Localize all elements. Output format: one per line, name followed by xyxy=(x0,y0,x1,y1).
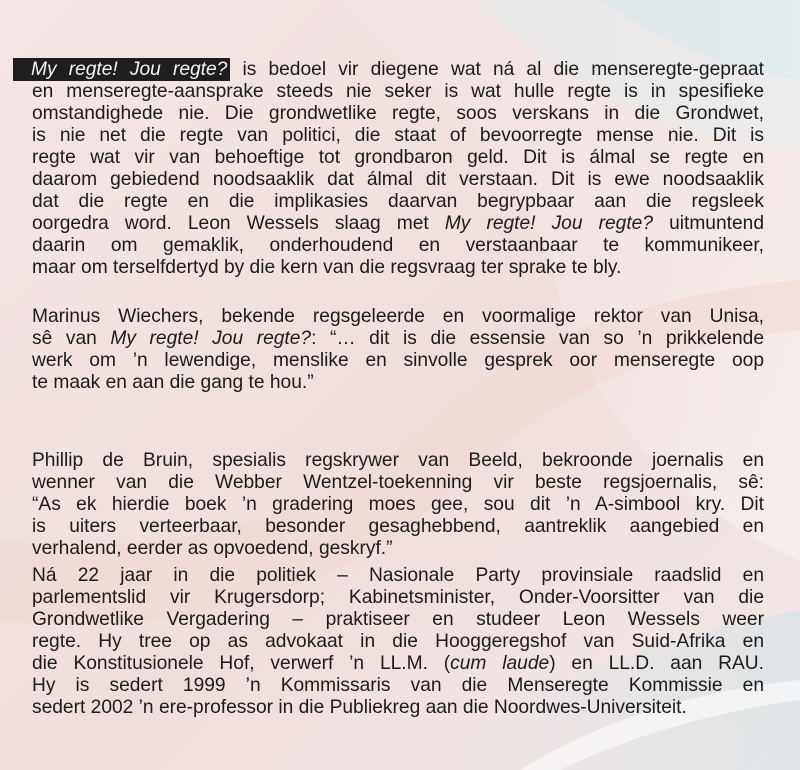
text-run: uitmuntend xyxy=(653,213,764,234)
text-line xyxy=(32,169,764,191)
text-line xyxy=(32,450,764,472)
text-line xyxy=(32,653,764,675)
text-line xyxy=(32,235,764,257)
text-line xyxy=(32,516,764,538)
text-run: verhalend, eerder as opvoedend, geskryf.” xyxy=(32,538,393,559)
text-line xyxy=(32,328,764,350)
italic-text: My regte! Jou regte? xyxy=(444,213,653,234)
text-run: daarom gebiedend noodsaaklik dat álmal dit verstaan. Dit is ewe noodsaaklik xyxy=(32,169,764,190)
text-line xyxy=(32,372,764,394)
text-line xyxy=(32,350,764,372)
text-line xyxy=(32,213,764,235)
text-run: is nie net die regte van politici, die staat of bevoorregte mense nie. Dit is xyxy=(32,125,764,146)
text-run: is uiters verteerbaar, besonder gesaghebbend, aantreklik aangebied en xyxy=(32,516,764,537)
text-line xyxy=(32,697,764,719)
text-line xyxy=(32,257,764,279)
text-run: die Konstitusionele Hof, verwerf ’n LL.M. ( xyxy=(32,653,451,674)
text-line xyxy=(32,59,764,81)
text-run: regte. Hy tree op as advokaat in die Hooggeregshof van Suid-Afrika en xyxy=(32,631,764,652)
text-run: Ná 22 jaar in die politiek – Nasionale Party provinsiale raadslid en xyxy=(32,565,764,586)
text-run: daarin om gemaklik, onderhoudend en verstaanbaar te kommunikeer, xyxy=(32,235,764,256)
text-run: maar om terselfdertyd by die kern van die regsvraag ter sprake te bly. xyxy=(32,257,622,278)
text-line xyxy=(32,191,764,213)
text-line xyxy=(32,103,764,125)
text-line xyxy=(32,587,764,609)
text-run: dat die regte en die implikasies daarvan begrypbaar aan die regsleek xyxy=(32,191,764,212)
text-line xyxy=(32,538,764,560)
text-run: Marinus Wiechers, bekende regsgeleerde en voormalige rektor van Unisa, xyxy=(32,306,764,327)
italic-text: cum laude xyxy=(450,653,550,674)
text-run: omstandighede nie. Die grondwetlike regte, soos verskans in die Grondwet, xyxy=(32,103,764,124)
text-run: wenner van die Webber Wentzel-toekenning vir beste regsjoernalis, sê: xyxy=(32,472,764,493)
text-line xyxy=(32,565,764,587)
text-run: Hy is sedert 1999 ’n Kommissaris van die Menseregte Kommissie en xyxy=(32,675,764,696)
text-run: sê van xyxy=(32,328,111,349)
text-line xyxy=(32,306,764,328)
text-run: ) en LL.D. aan RAU. xyxy=(549,653,764,674)
text-line xyxy=(32,472,764,494)
text-line xyxy=(32,494,764,516)
text-run: en menseregte-aansprake steeds nie seker is wat hulle regte is in spesifieke xyxy=(32,81,764,102)
text-run: parlementslid vir Krugersdorp; Kabinetsminister, Onder-Voorsitter van die xyxy=(32,587,764,608)
text-run: oorgedra word. Leon Wessels slaag met xyxy=(32,213,445,234)
text-run: Phillip de Bruin, spesialis regskrywer van Beeld, bekroonde joernalis en xyxy=(32,450,764,471)
highlighted-book-title: My regte! Jou regte? xyxy=(13,58,230,81)
text-line xyxy=(32,147,764,169)
text-line xyxy=(32,125,764,147)
text-line xyxy=(32,631,764,653)
text-line xyxy=(32,609,764,631)
text-run: Grondwetlike Vergadering – praktiseer en studeer Leon Wessels weer xyxy=(32,609,764,630)
text-line xyxy=(32,675,764,697)
text-run: : “… dit is die essensie van so ’n prikkelende xyxy=(311,328,764,349)
text-line xyxy=(32,81,764,103)
text-run: “As ek hierdie boek ’n gradering moes gee, sou dit ’n A-simbool kry. Dit xyxy=(32,494,764,515)
text-run: sedert 2002 ’n ere-professor in die Publiekreg aan die Noordwes-Universiteit. xyxy=(32,697,687,718)
text-run: is bedoel vir diegene wat ná al die menseregte-gepraat xyxy=(230,59,764,80)
text-run: regte wat vir van behoeftige tot grondbaron geld. Dit is álmal se regte en xyxy=(32,147,764,168)
italic-text: My regte! Jou regte? xyxy=(110,328,312,349)
text-run: te maak en aan die gang te hou.” xyxy=(32,372,314,393)
text-run: werk om ’n lewendige, menslike en sinvolle gesprek oor menseregte oop xyxy=(32,350,764,371)
